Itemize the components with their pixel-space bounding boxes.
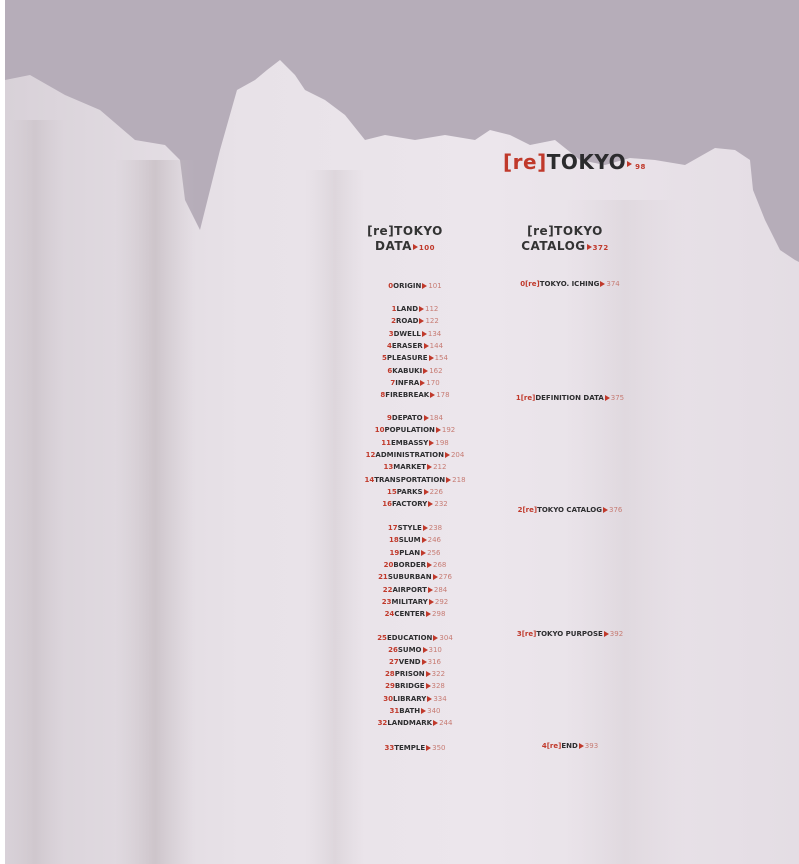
toc-entry[interactable] [340,500,490,509]
arrow-icon [419,306,424,312]
entry-label: PRISON [394,670,425,679]
arrow-icon [421,550,426,556]
toc-entry[interactable] [340,598,490,607]
arrow-icon [603,507,608,513]
arrow-icon [429,355,434,361]
title-prefix: [re] [503,150,547,174]
entry-label: TEMPLE [394,744,426,752]
entry-page: 246 [427,536,442,545]
entry-page: 144 [429,341,444,350]
toc-entry[interactable] [340,573,490,582]
entry-number: 5 [382,354,387,363]
entry-number: 3 [516,630,522,638]
entry-label: FACTORY [392,500,428,509]
entry-page: 198 [435,438,449,447]
toc-entry[interactable] [340,488,490,497]
entry-number: 14 [364,475,375,484]
arrow-icon [422,537,427,543]
entry-number: 28 [384,670,395,679]
entry-label: POPULATION [384,426,435,435]
entry-page: 184 [429,414,443,422]
entry-label: EDUCATION [386,634,433,642]
arrow-icon [422,331,427,337]
entry-label: PARKS [396,487,423,496]
toc-entry[interactable] [340,536,490,545]
toc-entry[interactable] [340,610,490,619]
entry-page: 256 [427,548,441,557]
arrow-icon [426,745,431,751]
entry-number: 4 [386,341,392,350]
toc-entry[interactable] [340,561,490,570]
toc-entry[interactable] [340,282,490,291]
entry-page: 284 [433,585,448,594]
arrow-icon [427,562,432,568]
catalog-entry[interactable] [485,394,655,403]
entry-number: 0 [520,280,526,288]
entry-page: 304 [439,634,453,642]
catalog-entry[interactable] [485,630,655,639]
entry-number: 32 [377,718,388,727]
arrow-icon [600,281,605,287]
entry-page: 218 [452,475,466,484]
arrow-icon [430,392,435,398]
entry-page: 292 [434,597,449,606]
arrow-icon [433,635,438,641]
entry-label: FIREBREAK [385,391,430,400]
toc-entry[interactable] [340,367,490,376]
entry-label: SUBURBAN [387,573,432,582]
entry-number: 33 [384,744,395,752]
entry-number: 7 [390,378,396,387]
arrow-icon [421,708,426,714]
entry-page: 340 [427,706,441,715]
entry-number: 3 [388,329,394,338]
entry-label: LIBRARY [393,694,427,703]
catalog-column-page: 372 [592,244,609,252]
toc-entry[interactable] [340,549,490,558]
entry-number: 6 [387,366,393,375]
toc-entry[interactable] [340,524,490,533]
toc-page [5,0,799,864]
entry-number: 11 [381,438,392,447]
entry-number: 1 [391,305,397,313]
entry-page: 204 [450,450,465,459]
entry-label: PLAN [399,548,421,557]
arrow-icon [605,395,610,401]
arrow-icon [424,415,429,421]
entry-number: 4 [541,742,547,750]
entry-page: 374 [606,280,620,288]
entry-label: END [561,742,578,750]
toc-entry[interactable] [340,391,490,400]
arrow-icon [429,440,434,446]
entry-prefix: [re] [522,506,538,514]
toc-entry[interactable] [340,695,490,704]
entry-number: 8 [380,391,386,400]
entry-page: 134 [427,329,442,338]
entry-number: 13 [383,463,394,472]
arrow-icon [427,696,432,702]
entry-label: BATH [399,706,421,715]
arrow-icon [604,631,609,637]
data-column-header [340,224,470,256]
entry-number: 10 [374,426,385,435]
entry-label: LAND [396,305,419,313]
entry-label: TRANSPORTATION [374,475,446,484]
entry-label: MARKET [393,463,427,472]
arrow-icon [433,720,438,726]
entry-label: CENTER [394,610,426,619]
entry-label: TOKYO. ICHING [539,280,600,288]
entry-number: 0 [388,282,394,290]
entry-number: 26 [388,646,398,655]
entry-page: 122 [425,317,439,326]
entry-page: 322 [431,670,446,679]
entry-page: 178 [436,391,450,400]
arrow-icon [424,489,429,495]
entry-label: STYLE [397,524,422,532]
entry-label: TOKYO PURPOSE [536,630,603,638]
entry-page: 192 [441,426,456,435]
title-main: TOKYO [546,150,627,174]
arrow-icon [423,525,428,531]
entry-label: EMBASSY [391,438,429,447]
arrow-icon [423,368,428,374]
entry-label: BRIDGE [394,682,425,691]
entry-number: 29 [385,682,395,691]
toc-entry[interactable] [340,317,490,326]
arrow-icon [426,683,431,689]
entry-label: AIRPORT [392,585,427,594]
entry-number: 22 [382,585,393,594]
arrow-icon [446,477,451,483]
entry-number: 19 [389,548,400,557]
entry-page: 276 [438,573,452,582]
data-column-title: [re]TOKYO [367,224,443,238]
arrow-icon [413,244,418,250]
entry-page: 392 [609,630,624,638]
entry-page: 112 [425,305,439,313]
entry-page: 101 [428,282,442,290]
entry-number: 9 [387,414,392,422]
entry-label: BORDER [393,560,427,569]
catalog-entry[interactable] [485,280,655,289]
toc-entry[interactable] [340,744,490,753]
arrow-icon [587,244,592,250]
arrow-icon [419,318,424,324]
entry-number: 12 [365,450,376,459]
entry-page: 350 [432,744,446,752]
toc-entry[interactable] [340,426,490,435]
entry-prefix: [re] [521,630,537,638]
arrow-icon [579,743,584,749]
entry-number: 25 [377,634,387,642]
toc-entry[interactable] [340,330,490,339]
entry-label: LANDMARK [387,718,433,727]
entry-number: 20 [383,560,394,569]
arrow-icon [426,671,431,677]
entry-page: 310 [428,646,442,655]
toc-entry[interactable] [340,682,490,691]
entry-label: VEND [398,658,421,667]
entry-page: 298 [432,610,446,619]
entry-number: 18 [388,536,399,545]
entry-prefix: [re] [546,742,562,750]
arrow-icon [420,380,425,386]
arrow-icon [424,343,429,349]
entry-page: 393 [584,742,599,750]
entry-page: 170 [426,378,440,387]
entry-prefix: [re] [525,280,540,288]
toc-entry[interactable] [340,354,490,363]
arrow-icon [428,501,433,507]
entry-number: 17 [387,524,398,532]
arrow-icon [428,587,433,593]
toc-entry[interactable] [340,719,490,728]
arrow-icon [422,659,427,665]
entry-page: 375 [610,394,625,402]
entry-label: PLEASURE [386,354,428,363]
entry-number: 15 [387,487,397,496]
toc-entry[interactable] [340,342,490,351]
entry-label: TOKYO CATALOG [537,506,603,514]
data-column-subtitle: DATA [375,239,412,253]
entry-number: 1 [515,394,521,402]
arrow-icon [436,427,441,433]
arrow-icon [422,283,427,289]
toc-entry[interactable] [340,707,490,716]
catalog-column-title: [re]TOKYO [527,224,603,238]
toc-entry[interactable] [340,451,490,460]
entry-label: DEPATO [391,414,423,422]
entry-label: ERASER [391,341,423,350]
toc-entry[interactable] [340,414,490,423]
entry-label: ORIGIN [393,282,422,290]
entry-page: 316 [427,658,441,667]
entry-label: DEFINITION DATA [535,394,604,402]
entry-page: 162 [429,366,443,375]
toc-entry[interactable] [340,586,490,595]
entry-number: 30 [383,694,394,703]
catalog-entry[interactable] [485,506,655,515]
entry-page: 232 [434,500,448,509]
toc-entry[interactable] [340,463,490,472]
main-title [503,150,646,174]
toc-entry[interactable] [340,670,490,679]
entry-page: 212 [433,463,447,472]
entry-number: 31 [389,706,400,715]
entry-number: 2 [391,317,397,326]
entry-label: DWELL [393,329,421,338]
toc-entry[interactable] [340,439,490,448]
entry-number: 23 [381,597,392,606]
entry-label: KABUKI [392,366,423,375]
arrow-icon [427,464,432,470]
entry-number: 2 [517,506,523,514]
toc-entry[interactable] [340,476,490,485]
entry-label: MILITARY [391,597,428,606]
entry-page: 238 [428,524,443,532]
entry-label: ROAD [396,317,419,326]
data-column-page: 100 [418,244,435,252]
arrow-icon [445,452,450,458]
entry-page: 244 [439,718,453,727]
toc-entry[interactable] [340,658,490,667]
entry-label: SUMO [397,646,422,655]
toc-entry[interactable] [340,379,490,388]
entry-number: 24 [384,610,395,619]
entry-number: 27 [389,658,399,667]
arrow-icon [627,161,632,167]
catalog-entry[interactable] [485,742,655,751]
entry-page: 154 [434,354,448,363]
title-page: 98 [635,163,646,171]
entry-label: SLUM [398,536,421,545]
arrow-icon [429,599,434,605]
entry-page: 268 [433,560,447,569]
catalog-column-subtitle: CATALOG [521,239,586,253]
entry-prefix: [re] [520,394,536,402]
arrow-icon [433,574,438,580]
entry-label: ADMINISTRATION [375,450,444,459]
arrow-icon [426,611,431,617]
entry-page: 376 [609,506,623,514]
entry-page: 328 [431,682,445,691]
entry-number: 21 [378,573,388,582]
arrow-icon [423,647,428,653]
entry-label: INFRA [395,378,420,387]
entry-page: 226 [429,487,443,496]
toc-entry[interactable] [340,305,490,314]
entry-page: 334 [433,694,447,703]
toc-entry[interactable] [340,646,490,655]
entry-number: 16 [382,500,393,509]
catalog-column-header [500,224,630,256]
toc-entry[interactable] [340,634,490,643]
